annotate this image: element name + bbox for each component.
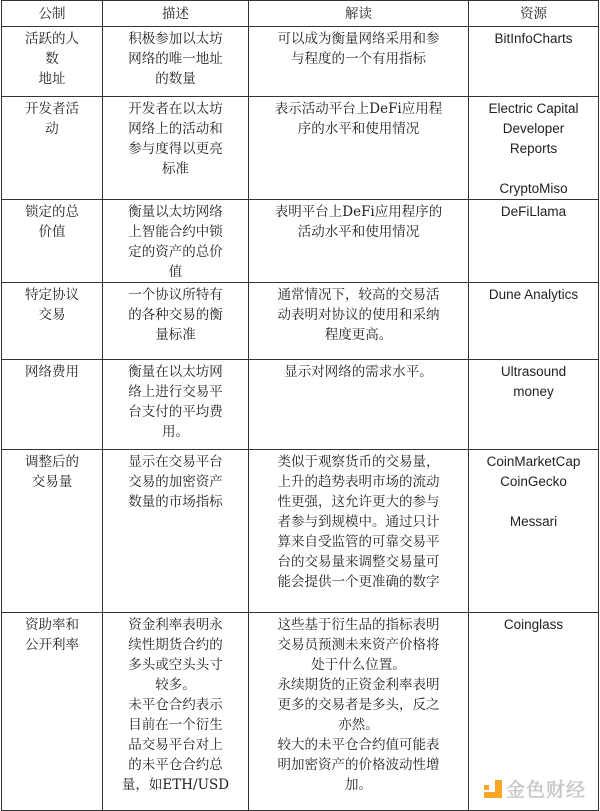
metrics-table [1,0,599,811]
description-line: 的数量 [155,71,196,87]
metric-line: 数 [45,51,59,67]
metric-cell [2,450,103,613]
sources-line: Messari [509,514,558,529]
description-line: 一个协议所特有 [128,287,223,303]
interpretation-line: 能会提供一个更准确的数字 [277,574,440,590]
description-cell [103,450,249,613]
description-line: 值 [168,264,183,280]
description-line: 用。 [162,424,189,440]
interpretation-line: 性更强，这允许更大的参与 [277,494,440,510]
sources-cell [469,97,599,200]
header-sources: 资源 [469,1,599,27]
description-line: 络上进行交易平 [128,384,223,400]
description-line: 量标准 [155,327,196,343]
interpretation-line: 表示活动平台上DeFi应用程 [274,101,443,117]
header-interpretation: 解读 [249,1,469,27]
metric-line: 活跃的人 [25,31,79,47]
sources-line: money [513,384,554,399]
interpretation-line: 活动水平和使用情况 [297,224,420,240]
metric-cell [2,613,103,811]
interpretation-line: 表明平台上DeFi应用程序的 [274,204,443,220]
interpretation-line: 台的交易量来调整交易量可 [277,554,440,570]
metric-line: 锁定的总 [25,204,79,220]
sources-line: Electric Capital [488,101,579,116]
interpretation-line: 可以成为衡量网络采用和参 [277,31,440,47]
interpretation-line: 这些基于衍生品的指标表明 [277,617,440,633]
interpretation-line: 序的水平和使用情况 [297,121,420,137]
description-line: 标准 [162,161,189,177]
metric-line: 价值 [38,224,66,240]
watermark-text: 金色财经 [506,779,587,801]
metric-line: 开发者活 [25,101,79,117]
metric-cell [2,283,103,360]
description-line: 定的资产的总价 [128,244,223,260]
description-line: 台支付的平均费 [128,404,223,420]
interpretation-line: 动表明对协议的使用和采纳 [277,307,440,323]
sources-line: DeFiLlama [500,204,567,219]
description-line: 续性期货合约的 [128,637,223,653]
interpretation-cell [249,613,469,811]
sources-line: Coinglass [503,617,564,632]
description-line: 上智能合约中锁 [128,224,223,240]
description-cell [103,360,249,450]
description-line: 量，如ETH/USD [121,777,230,793]
metric-cell [2,200,103,283]
description-line: 开发者在以太坊 [128,101,223,117]
description-cell [103,613,249,811]
interpretation-line: 加。 [345,777,372,793]
metric-line: 调整后的 [25,454,79,470]
description-line: 的各种交易的衡 [128,307,223,323]
description-line: 衡量在以太坊网 [128,364,223,380]
description-cell [103,27,249,97]
sources-line: CryptoMiso [499,181,568,196]
table-row [2,283,599,360]
description-line: 多头或空头头寸 [128,657,223,673]
sources-line [473,159,594,179]
jinse-logo-icon [484,780,502,798]
description-line: 未平仓合约表示 [128,697,223,713]
metric-cell [2,97,103,200]
interpretation-line: 显示对网络的需求水平。 [284,364,433,380]
table-row [2,450,599,613]
interpretation-line: 上升的趋势表明市场的流动 [277,474,440,490]
metric-line: 交易量 [31,474,73,490]
description-line: 交易的加密资产 [128,474,223,490]
metric-line: 动 [45,121,59,137]
sources-line: CoinMarketCap [486,454,581,469]
sources-cell [469,200,599,283]
interpretation-line: 亦然。 [338,717,379,733]
metric-line: 公开利率 [25,637,79,653]
header-metric: 公制 [2,1,103,27]
metric-cell [2,27,103,97]
description-line: 的未平仓合约总 [128,757,223,773]
metric-line: 交易 [38,307,66,323]
description-line: 较多。 [155,677,196,693]
interpretation-cell [249,283,469,360]
sources-line: CoinGecko [500,474,567,489]
description-line: 参与度得以更亮 [128,141,223,157]
table-row [2,200,599,283]
table-row [2,27,599,97]
description-line: 衡量以太坊网络 [128,204,223,220]
description-cell [103,200,249,283]
sources-line: Ultrasound [500,364,567,379]
sources-cell [469,360,599,450]
interpretation-line: 明加密资产的价格波动性增 [277,757,440,773]
description-cell [103,97,249,200]
interpretation-cell [249,97,469,200]
interpretation-line: 交易员预测未来资产价格将 [277,637,440,653]
sources-cell [469,450,599,613]
metric-line: 资助率和 [25,617,79,633]
sources-cell [469,283,599,360]
interpretation-line: 通常情况下，较高的交易活 [277,287,440,303]
metric-line: 特定协议 [25,287,79,303]
metric-cell [2,360,103,450]
sources-line [473,492,594,512]
metric-line: 网络费用 [25,364,79,380]
header-description: 描述 [103,1,249,27]
description-line: 资金利率表明永 [128,617,223,633]
table-row [2,360,599,450]
interpretation-line: 与程度的一个有用指标 [291,51,426,67]
sources-line: Dune Analytics [488,287,579,302]
interpretation-line: 类似于观察货币的交易量， [277,454,440,470]
description-line: 品交易平台对上 [128,737,223,753]
interpretation-line: 永续期货的正资金利率表明 [277,677,440,693]
description-line: 数量的市场指标 [128,494,223,510]
description-line: 网络的唯一地址 [128,51,223,67]
interpretation-line: 者参与到规模中。通过只计 [277,514,440,530]
sources-line: Developer [502,121,565,136]
description-line: 目前在一个衍生 [128,717,223,733]
interpretation-cell [249,27,469,97]
interpretation-line: 处于什么位置。 [311,657,406,673]
interpretation-cell [249,360,469,450]
table-row [2,97,599,200]
sources-line: BitInfoCharts [494,31,573,46]
interpretation-cell [249,200,469,283]
sources-cell [469,27,599,97]
interpretation-cell [249,450,469,613]
interpretation-line: 更多的交易者是多头，反之 [277,697,440,713]
metric-line: 地址 [38,71,66,87]
sources-line: Reports [509,141,558,156]
interpretation-line: 程度更高。 [324,327,393,343]
description-line: 网络上的活动和 [128,121,223,137]
interpretation-line: 较大的未平仓合约值可能表 [277,737,440,753]
watermark [484,775,586,802]
interpretation-line: 算来自受监管的可靠交易平 [277,534,440,550]
description-line: 积极参加以太坊 [128,31,223,47]
description-cell [103,283,249,360]
description-line: 显示在交易平台 [128,454,223,470]
table-header-row [2,1,599,27]
